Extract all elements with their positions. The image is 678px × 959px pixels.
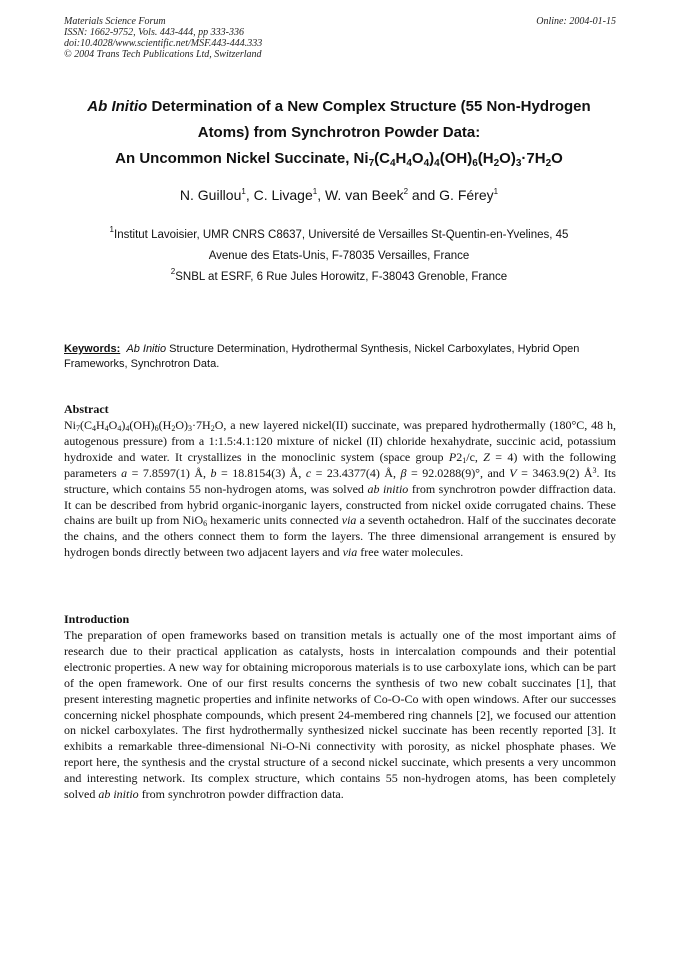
- abstract-text: . Its structure, which contains 55 non-hydrogen atoms, was solved: [64, 465, 616, 496]
- abstract-var: β: [400, 465, 407, 480]
- keywords-label: Keywords:: [64, 343, 121, 355]
- journal-header: [64, 16, 616, 60]
- abstract-text: = 7.8597(1) Å,: [127, 465, 211, 480]
- title-line-1-text: Determination of a New Complex Structure (55 Non-Hydrogen: [147, 98, 591, 115]
- abstract-text: = 23.4377(4) Å,: [311, 465, 401, 480]
- abstract-sub: 2: [171, 424, 176, 433]
- abstract-text: = 92.0288(9)°, and: [406, 465, 510, 480]
- title-formula-part: (C: [374, 150, 390, 167]
- introduction-text: The preparation of open frameworks based on transition metals is actually one of the most important aims of research due to their practical application as catalysts, hosts in intercalation compounds and their potential electronic properties. A new way for obtaining microporous materials is to use carboxylate ions, which can be part of the open framework. One of our first results concerns the synthesis of two new cobalt succinates [1], that present interesting magnetic properties and infinite networks of Co-O-Co with open windows. After our successes concerning nickel phosphate compounds, which present 24-membered ring channels [2], we focused our attention on nickel carboxylates. The first hydrothermally synthesized nickel succinate has been recently reported [3]. It exhibits a remarkable three-dimensional Ni-O-Ni connectivity with porosity, as nickel phosphate phases. We report here, the synthesis and the crystal structure of a second nickel succinate, which presents a very uncommon and interesting network. Its complex structure, which contains 55 non-hydrogen atoms, has been completely solved: [64, 628, 616, 802]
- affiliation-text: Institut Lavoisier, UMR CNRS C8637, Université de Versailles St-Quentin-en-Yvelines, 45: [114, 229, 569, 241]
- title-formula-part: 4: [406, 158, 412, 169]
- abstract-heading: Abstract: [64, 402, 109, 416]
- title-ab-initio: Ab Initio: [87, 98, 148, 115]
- introduction-tail: from synchrotron powder diffraction data.: [138, 787, 344, 802]
- abstract-via: via: [342, 545, 358, 560]
- abstract-text: = 3463.9(2) Å: [516, 465, 593, 480]
- abstract-var: a: [121, 465, 128, 480]
- title-formula-part: (OH): [439, 150, 473, 167]
- title-formula-part: 6: [472, 158, 478, 169]
- abstract-sub: 6: [203, 519, 208, 529]
- abstract-text: (C: [80, 418, 92, 432]
- affiliations: [64, 225, 614, 288]
- title-line-1: [40, 94, 638, 120]
- abstract-sub: 7: [76, 424, 80, 433]
- title-formula-part: H: [395, 150, 407, 167]
- title-formula-part: 4: [423, 158, 430, 169]
- affiliation-1: [64, 225, 614, 246]
- introduction-heading: Introduction: [64, 612, 130, 626]
- title-formula-part: 4: [434, 158, 440, 169]
- author-affiliation-mark: 1: [312, 187, 318, 196]
- abstract-text: /c: [466, 449, 475, 464]
- abstract-var: V: [509, 465, 517, 480]
- doi-line: doi:10.4028/www.scientific.net/MSF.443-444.333: [64, 38, 263, 49]
- affiliation-text: SNBL at ESRF, 6 Rue Jules Horowitz, F-38043 Grenoble, France: [175, 271, 508, 283]
- abstract-text: O: [108, 418, 118, 432]
- abstract-var: Z: [483, 449, 490, 464]
- affiliation-number: 1: [109, 225, 114, 234]
- title-formula-part: (H: [477, 150, 494, 167]
- abstract-sub: 4: [92, 424, 96, 433]
- title-formula-part: ·7H: [521, 150, 546, 167]
- author-affiliation-mark: 1: [493, 187, 499, 196]
- title-formula-part: O: [551, 150, 563, 167]
- affiliation-number: 2: [170, 267, 176, 276]
- abstract-sub: 2: [210, 424, 215, 433]
- issn-line: ISSN: 1662-9752, Vols. 443-444, pp 333-336: [64, 27, 244, 38]
- abstract-text: ): [121, 418, 126, 432]
- introduction-ab-initio: ab initio: [98, 787, 139, 802]
- abstract-text: = 18.8154(3) Å,: [216, 465, 306, 480]
- title-line-2: Atoms) from Synchrotron Powder Data:: [197, 124, 481, 141]
- abstract-via: via: [341, 513, 357, 528]
- title-formula-part: 2: [493, 158, 500, 169]
- abstract-text: free water molecules.: [357, 545, 464, 560]
- title-formula-part: O: [411, 150, 424, 167]
- title-formula-part: ): [429, 150, 435, 167]
- keywords: [64, 342, 616, 372]
- title-formula-part: O): [499, 150, 516, 167]
- abstract-sub: 3: [188, 424, 193, 433]
- abstract-ab-initio: ab initio: [367, 481, 409, 496]
- abstract-text: ·7H: [192, 418, 211, 432]
- copyright-line: © 2004 Trans Tech Publications Ltd, Switzerland: [64, 49, 262, 60]
- abstract-sub: 4: [125, 424, 130, 433]
- author-name: N. Guillou: [179, 187, 242, 203]
- abstract-sub: 6: [154, 424, 159, 433]
- title-line-3: [40, 146, 638, 172]
- author-list: [40, 186, 638, 204]
- abstract-text: H: [96, 418, 105, 432]
- abstract-text: ,: [474, 449, 484, 464]
- abstract-text: hexameric units connected: [207, 513, 342, 528]
- affiliation-1-cont: Avenue des Etats-Unis, F-78035 Versailles, France: [208, 250, 470, 262]
- author-separator: ,: [245, 187, 254, 203]
- author-name: W. van Beek: [324, 187, 404, 203]
- author-name: C. Livage: [253, 187, 313, 203]
- abstract-var: b: [210, 465, 217, 480]
- abstract-sup: 3: [592, 465, 597, 475]
- abstract-text: (H: [158, 418, 172, 432]
- abstract-body: [64, 418, 616, 561]
- author-name: G. Férey: [439, 187, 494, 203]
- author-affiliation-mark: 2: [403, 187, 409, 196]
- keywords-text: Structure Determination, Hydrothermal Synthesis, Nickel Carboxylates, Hybrid Open Frameworks, Synchrotron Data.: [64, 343, 580, 370]
- abstract-text: O, a new layered nickel(II) succinate, was prepared hydrothermally (180°C, 48 h, autogenous pressure) from a 1:1.5:4.1:120 mixture of nickel (II) chloride hexahydrate, succinic acid, potassium hydroxide and water. It crystallizes in the monoclinic system (space group: [64, 418, 616, 464]
- author-separator: and: [408, 187, 440, 203]
- abstract-var: c: [305, 465, 312, 480]
- abstract-text: O): [175, 418, 189, 432]
- author-affiliation-mark: 1: [241, 187, 246, 196]
- abstract-text: a seventh octahedron. Half of the succinates decorate the chains, and the others connect them to form the layers. The three dimensional arrangement is ensured by hydrogen bonds directly between two adjacent layers and: [64, 513, 616, 560]
- abstract-text: from synchrotron powder diffraction data. It can be described from hybrid organic-inorganic layers, constructed from nickel oxide corrugated chains. These chains are built up from NiO: [64, 481, 616, 528]
- title-formula-part: 4: [389, 158, 396, 169]
- journal-name: Materials Science Forum: [64, 16, 166, 27]
- title-formula-part: 7: [368, 158, 375, 169]
- keywords-ab-initio: Ab Initio: [126, 343, 167, 355]
- title-line-3-prefix: An Uncommon Nickel Succinate, Ni: [115, 150, 369, 167]
- author-separator: ,: [317, 187, 325, 203]
- online-date: Online: 2004-01-15: [536, 16, 616, 27]
- introduction-body: [64, 628, 616, 803]
- abstract-text: Ni: [64, 418, 76, 432]
- abstract-sub: 1: [462, 455, 467, 465]
- affiliation-2: [64, 267, 614, 288]
- abstract-text: = 4) with the following parameters: [64, 449, 617, 480]
- abstract-space-group: P: [448, 449, 457, 464]
- abstract-text: 2: [456, 449, 463, 464]
- paper-title: [40, 94, 638, 172]
- abstract-text: (OH): [129, 418, 155, 432]
- abstract-sub: 4: [117, 424, 122, 433]
- title-formula-part: 2: [545, 158, 552, 169]
- abstract-sub: 4: [104, 424, 109, 433]
- title-formula-part: 3: [515, 158, 522, 169]
